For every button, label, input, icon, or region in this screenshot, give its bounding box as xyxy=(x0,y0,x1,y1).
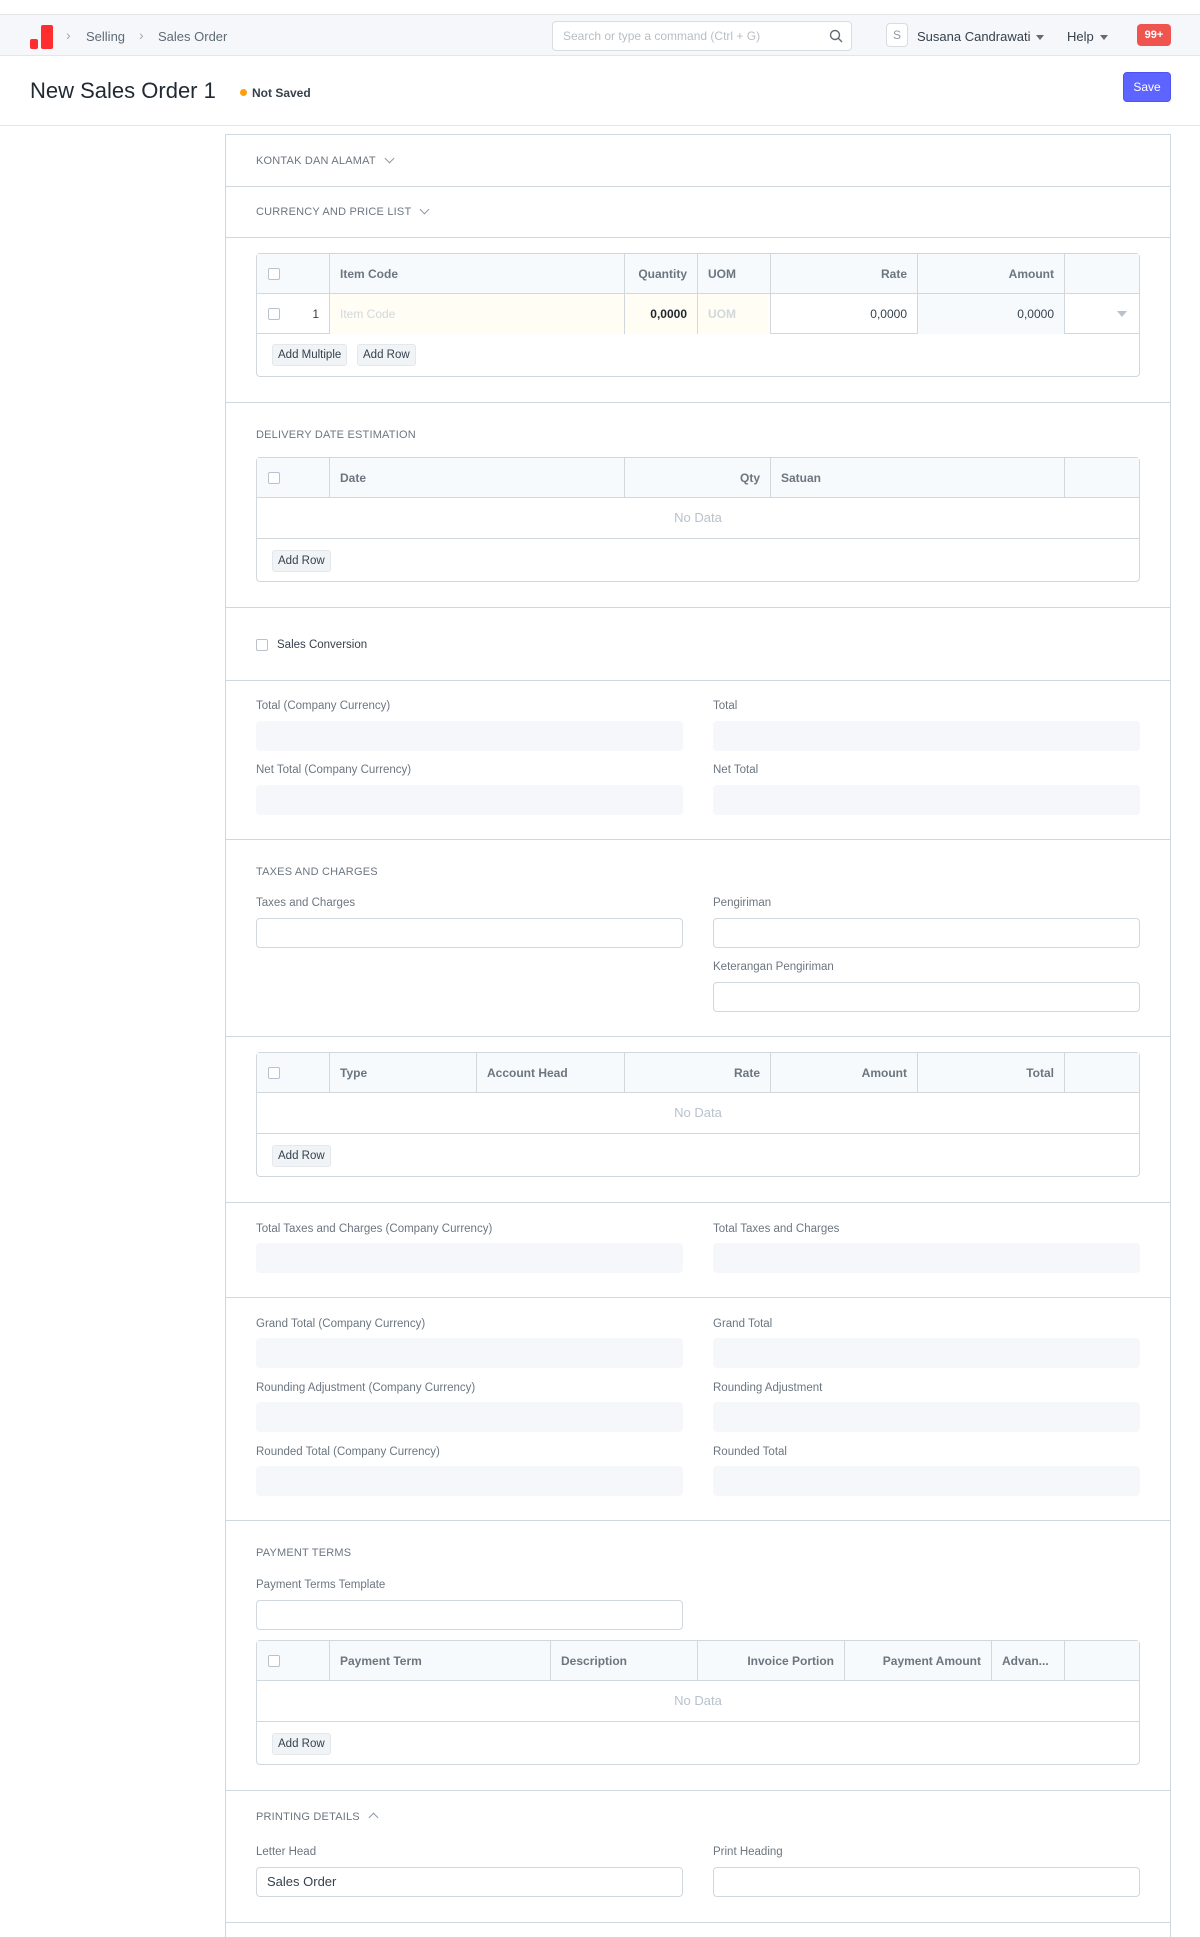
total-taxes-company-field xyxy=(256,1243,683,1273)
taxes-charges-label: Taxes and Charges xyxy=(256,897,356,909)
row-select xyxy=(257,294,330,334)
section-currency-toggle[interactable] xyxy=(256,206,428,218)
add-row-button[interactable]: Add Row xyxy=(272,1733,331,1755)
breadcrumb-chevron-icon: › xyxy=(139,27,144,43)
table-header xyxy=(257,254,1139,294)
add-row-button[interactable]: Add Row xyxy=(272,550,331,572)
net-total-label: Net Total xyxy=(713,764,759,776)
net-total-company-label: Net Total (Company Currency) xyxy=(256,764,412,776)
rounding-adjustment-field xyxy=(713,1402,1140,1432)
search-box xyxy=(552,21,852,51)
page-head xyxy=(0,56,1200,126)
add-row-button[interactable]: Add Row xyxy=(272,1145,331,1167)
grand-total-company-field xyxy=(256,1338,683,1368)
help-label: Help xyxy=(1067,29,1094,44)
sales-conversion-label: Sales Conversion xyxy=(277,639,368,651)
search-icon[interactable] xyxy=(829,29,843,43)
avatar[interactable]: S xyxy=(886,23,908,47)
net-total-field xyxy=(713,785,1140,815)
divider xyxy=(225,839,1171,840)
header-account-head: Account Head xyxy=(477,1053,625,1093)
payment-template-label: Payment Terms Template xyxy=(256,1579,386,1591)
grand-total-field xyxy=(713,1338,1140,1368)
row-dropdown-icon[interactable] xyxy=(1117,311,1127,317)
caret-down-icon xyxy=(1036,35,1044,40)
divider xyxy=(225,402,1171,403)
no-data-text: No Data xyxy=(257,1093,1139,1134)
rounding-adjustment-company-label: Rounding Adjustment (Company Currency) xyxy=(256,1382,476,1394)
caret-down-icon xyxy=(1100,35,1108,40)
row-checkbox[interactable] xyxy=(268,308,280,320)
rounding-adjustment-company-field xyxy=(256,1402,683,1432)
total-taxes-company-label: Total Taxes and Charges (Company Currency) xyxy=(256,1223,493,1235)
taxes-charges-input[interactable] xyxy=(256,918,683,948)
letter-head-input[interactable]: Sales Order xyxy=(256,1867,683,1897)
save-button[interactable]: Save xyxy=(1123,72,1171,102)
taxes-table xyxy=(256,1052,1140,1177)
select-all-checkbox[interactable] xyxy=(268,1655,280,1667)
grand-total-company-label: Grand Total (Company Currency) xyxy=(256,1318,426,1330)
total-taxes-field xyxy=(713,1243,1140,1273)
rate-field[interactable]: 0,0000 xyxy=(771,294,918,334)
select-all-checkbox[interactable] xyxy=(268,472,280,484)
table-header xyxy=(257,1053,1139,1093)
search-input[interactable] xyxy=(553,22,813,50)
section-printing-toggle[interactable] xyxy=(256,1811,377,1823)
header-payment-amount: Payment Amount xyxy=(845,1641,992,1681)
select-all-checkbox[interactable] xyxy=(268,268,280,280)
header-payment-term: Payment Term xyxy=(330,1641,551,1681)
section-payment-title: PAYMENT TERMS xyxy=(256,1547,352,1559)
grand-total-label: Grand Total xyxy=(713,1318,773,1330)
item-code-field[interactable]: Item Code xyxy=(330,294,625,334)
divider xyxy=(225,237,1171,238)
header-quantity: Quantity xyxy=(625,254,698,294)
rounded-total-field xyxy=(713,1466,1140,1496)
keterangan-label: Keterangan Pengiriman xyxy=(713,961,834,973)
breadcrumb-chevron-icon: › xyxy=(66,27,71,43)
help-menu[interactable] xyxy=(1067,29,1108,44)
divider xyxy=(225,607,1171,608)
header-actions xyxy=(1065,458,1139,498)
total-field xyxy=(713,721,1140,751)
header-uom: UOM xyxy=(698,254,771,294)
header-qty: Qty xyxy=(625,458,771,498)
total-company-label: Total (Company Currency) xyxy=(256,700,391,712)
keterangan-input[interactable] xyxy=(713,982,1140,1012)
notification-badge[interactable]: 99+ xyxy=(1137,24,1171,46)
section-currency-title: CURRENCY AND PRICE LIST xyxy=(256,206,412,218)
user-name: Susana Candrawati xyxy=(917,29,1031,44)
chevron-up-icon xyxy=(368,1813,378,1823)
header-date: Date xyxy=(330,458,625,498)
chevron-down-icon xyxy=(384,154,394,164)
status-text: Not Saved xyxy=(252,86,311,100)
header-select xyxy=(257,1053,330,1093)
header-satuan: Satuan xyxy=(771,458,1065,498)
app-logo-icon[interactable] xyxy=(28,21,58,51)
divider xyxy=(225,186,1171,187)
header-rate: Rate xyxy=(625,1053,771,1093)
print-heading-label: Print Heading xyxy=(713,1846,783,1858)
header-description: Description xyxy=(551,1641,698,1681)
uom-field[interactable]: UOM xyxy=(698,294,771,334)
breadcrumb-selling[interactable]: Selling xyxy=(86,29,126,44)
add-row-button[interactable]: Add Row xyxy=(357,344,416,366)
chevron-down-icon xyxy=(420,205,430,215)
amount-field: 0,0000 xyxy=(918,294,1065,334)
divider xyxy=(225,1036,1171,1037)
header-actions xyxy=(1065,254,1139,294)
header-item-code: Item Code xyxy=(330,254,625,294)
divider xyxy=(225,1922,1171,1923)
header-rate: Rate xyxy=(771,254,918,294)
no-data-text: No Data xyxy=(257,498,1139,539)
divider xyxy=(225,1297,1171,1298)
rounded-total-label: Rounded Total xyxy=(713,1446,787,1458)
total-label: Total xyxy=(713,700,738,712)
status-indicator xyxy=(240,86,311,100)
add-multiple-button[interactable]: Add Multiple xyxy=(272,344,347,366)
letter-head-label: Letter Head xyxy=(256,1846,317,1858)
section-printing-title: PRINTING DETAILS xyxy=(256,1811,360,1823)
navbar xyxy=(0,14,1200,56)
table-header xyxy=(257,458,1139,498)
no-data-text: No Data xyxy=(257,1681,1139,1722)
header-actions xyxy=(1065,1641,1139,1681)
page-title: New Sales Order 1 xyxy=(30,78,216,103)
divider xyxy=(225,1790,1171,1791)
divider xyxy=(225,1520,1171,1521)
header-type: Type xyxy=(330,1053,477,1093)
rounded-total-company-label: Rounded Total (Company Currency) xyxy=(256,1446,440,1458)
delivery-table xyxy=(256,457,1140,582)
row-index: 1 xyxy=(312,307,319,321)
status-dot-icon xyxy=(240,89,247,96)
rounding-adjustment-label: Rounding Adjustment xyxy=(713,1382,823,1394)
payment-table xyxy=(256,1640,1140,1765)
divider xyxy=(225,680,1171,681)
total-company-field xyxy=(256,721,683,751)
total-taxes-label: Total Taxes and Charges xyxy=(713,1223,840,1235)
section-contact-title: KONTAK DAN ALAMAT xyxy=(256,155,376,167)
section-delivery-title: DELIVERY DATE ESTIMATION xyxy=(256,429,416,441)
header-select xyxy=(257,254,330,294)
payment-template-input[interactable] xyxy=(256,1600,683,1630)
header-invoice-portion: Invoice Portion xyxy=(698,1641,845,1681)
pengiriman-label: Pengiriman xyxy=(713,897,772,909)
divider xyxy=(225,1202,1171,1203)
quantity-field[interactable]: 0,0000 xyxy=(625,294,698,334)
print-heading-input[interactable] xyxy=(713,1867,1140,1897)
header-actions xyxy=(1065,1053,1139,1093)
net-total-company-field xyxy=(256,785,683,815)
header-select xyxy=(257,458,330,498)
section-taxes-title: TAXES AND CHARGES xyxy=(256,866,378,878)
header-select xyxy=(257,1641,330,1681)
items-table xyxy=(256,253,1140,377)
pengiriman-input[interactable] xyxy=(713,918,1140,948)
row-menu[interactable] xyxy=(1065,294,1139,334)
header-total: Total xyxy=(918,1053,1065,1093)
header-amount: Amount xyxy=(771,1053,918,1093)
section-contact-toggle[interactable] xyxy=(256,155,393,167)
select-all-checkbox[interactable] xyxy=(268,1067,280,1079)
table-row xyxy=(257,294,1139,334)
table-header xyxy=(257,1641,1139,1681)
header-amount: Amount xyxy=(918,254,1065,294)
breadcrumb-sales-order[interactable]: Sales Order xyxy=(158,29,228,44)
user-menu[interactable] xyxy=(917,29,1044,44)
rounded-total-company-field xyxy=(256,1466,683,1496)
header-advance: Advan... xyxy=(992,1641,1065,1681)
sales-conversion-checkbox[interactable] xyxy=(256,639,268,651)
